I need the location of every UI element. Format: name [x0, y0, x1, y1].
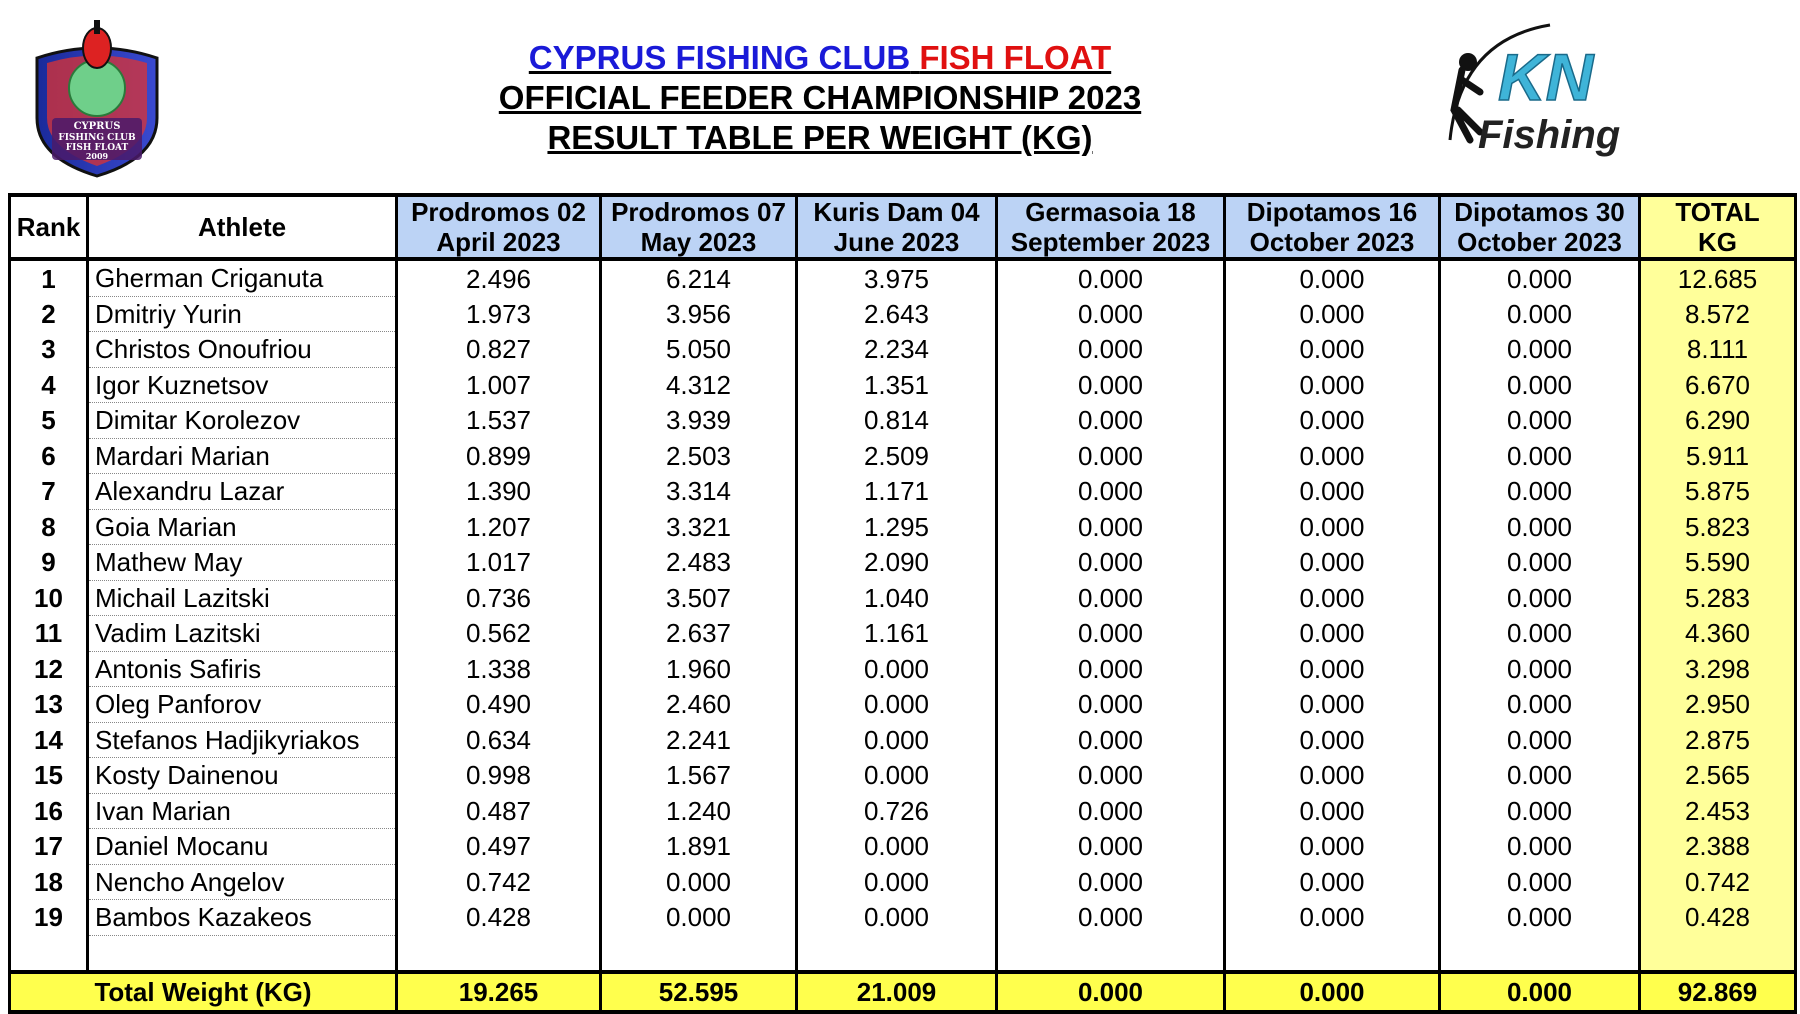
cell-w2: 2.460: [601, 687, 797, 723]
cell-total: 2.453: [1640, 793, 1796, 829]
table-row: [10, 474, 1796, 510]
cell-w1: [397, 935, 601, 972]
cell-w6: 0.000: [1440, 900, 1640, 936]
table-row: [10, 793, 1796, 829]
cell-total: 4.360: [1640, 616, 1796, 652]
cell-w6: 0.000: [1440, 722, 1640, 758]
table-row: [10, 935, 1796, 972]
cell-w4: 0.000: [997, 332, 1225, 368]
cell-w3: 0.000: [797, 829, 997, 865]
club-logo-text-3: FISH FLOAT: [65, 143, 129, 153]
cell-rank: 2: [10, 296, 88, 332]
total-weight-event-1: 19.265: [397, 972, 601, 1012]
table-row: [10, 332, 1796, 368]
cell-w4: 0.000: [997, 864, 1225, 900]
cell-athlete: Gherman Criganuta: [88, 259, 397, 296]
club-logo-text-1: CYPRUS: [73, 121, 121, 132]
col-header-event-3-l2: June 2023: [833, 227, 960, 257]
cell-total: 0.428: [1640, 900, 1796, 936]
cell-w2: 1.891: [601, 829, 797, 865]
cell-w2: 3.939: [601, 403, 797, 439]
cell-total: 6.290: [1640, 403, 1796, 439]
col-header-event-1-l2: April 2023: [436, 227, 561, 257]
cell-total: 6.670: [1640, 367, 1796, 403]
cell-w1: 0.497: [397, 829, 601, 865]
cell-rank: 19: [10, 900, 88, 936]
cell-w2: 2.483: [601, 545, 797, 581]
cell-w2: 6.214: [601, 259, 797, 296]
cell-w4: 0.000: [997, 367, 1225, 403]
cell-w2: 1.240: [601, 793, 797, 829]
col-header-event-1-l1: Prodromos 02: [411, 197, 586, 227]
cell-w5: 0.000: [1225, 651, 1440, 687]
cell-w3: 0.000: [797, 722, 997, 758]
table-row: [10, 367, 1796, 403]
cell-w1: 0.899: [397, 438, 601, 474]
cell-w2: 3.956: [601, 296, 797, 332]
cell-w6: 0.000: [1440, 296, 1640, 332]
cell-w2: 2.241: [601, 722, 797, 758]
table-row: [10, 616, 1796, 652]
cell-w5: 0.000: [1225, 722, 1440, 758]
cell-w1: 1.537: [397, 403, 601, 439]
cell-w6: 0.000: [1440, 616, 1640, 652]
cell-athlete: Christos Onoufriou: [88, 332, 397, 368]
cell-w1: 0.634: [397, 722, 601, 758]
table-row: [10, 864, 1796, 900]
fishing-logo-text: Fishing: [1478, 113, 1620, 157]
cell-rank: 5: [10, 403, 88, 439]
cell-w2: 0.000: [601, 864, 797, 900]
cell-w6: 0.000: [1440, 829, 1640, 865]
cell-athlete: Igor Kuznetsov: [88, 367, 397, 403]
cell-total: 8.572: [1640, 296, 1796, 332]
cell-w6: [1440, 935, 1640, 972]
cell-athlete: Kosty Dainenou: [88, 758, 397, 794]
table-row: [10, 438, 1796, 474]
cell-w3: 0.726: [797, 793, 997, 829]
club-logo-text-2: FISHING CLUB: [58, 133, 136, 143]
cell-w3: 1.040: [797, 580, 997, 616]
cell-w5: [1225, 935, 1440, 972]
cell-w3: 3.975: [797, 259, 997, 296]
total-weight-event-2: 52.595: [601, 972, 797, 1012]
cell-athlete: Bambos Kazakeos: [88, 900, 397, 936]
cell-w2: 2.503: [601, 438, 797, 474]
table-row: [10, 296, 1796, 332]
cell-w5: 0.000: [1225, 616, 1440, 652]
cell-w6: 0.000: [1440, 509, 1640, 545]
col-header-total: [1640, 195, 1796, 259]
cell-w4: 0.000: [997, 259, 1225, 296]
cell-w3: 1.161: [797, 616, 997, 652]
total-weight-event-3: 21.009: [797, 972, 997, 1012]
cell-w6: 0.000: [1440, 793, 1640, 829]
cell-total: 3.298: [1640, 651, 1796, 687]
cell-w4: 0.000: [997, 722, 1225, 758]
cell-w6: 0.000: [1440, 403, 1640, 439]
cell-rank: 9: [10, 545, 88, 581]
kn-fishing-logo: [1440, 20, 1620, 160]
cell-w3: 0.814: [797, 403, 997, 439]
cell-w1: 2.496: [397, 259, 601, 296]
cell-athlete: Michail Lazitski: [88, 580, 397, 616]
cell-w6: 0.000: [1440, 687, 1640, 723]
club-logo: [22, 18, 172, 178]
cell-athlete: Ivan Marian: [88, 793, 397, 829]
cell-w1: 1.017: [397, 545, 601, 581]
cell-w1: 0.736: [397, 580, 601, 616]
total-weight-event-5: 0.000: [1225, 972, 1440, 1012]
results-table: [8, 193, 1797, 1014]
cell-w5: 0.000: [1225, 403, 1440, 439]
cell-rank: [10, 935, 88, 972]
cell-athlete: Vadim Lazitski: [88, 616, 397, 652]
cell-athlete: Goia Marian: [88, 509, 397, 545]
table-body: [10, 259, 1796, 972]
cell-w4: 0.000: [997, 509, 1225, 545]
col-header-athlete-label: Athlete: [197, 212, 287, 242]
cell-w1: 1.207: [397, 509, 601, 545]
cell-athlete: Dmitriy Yurin: [88, 296, 397, 332]
cell-w5: 0.000: [1225, 332, 1440, 368]
cell-rank: 1: [10, 259, 88, 296]
club-name: CYPRUS FISHING CLUB: [528, 39, 911, 76]
col-header-athlete: [88, 195, 397, 259]
col-header-event-6-l2: October 2023: [1457, 227, 1622, 257]
table-row: [10, 545, 1796, 581]
cell-w2: 4.312: [601, 367, 797, 403]
cell-athlete: Oleg Panforov: [88, 687, 397, 723]
title-block: [430, 38, 1210, 158]
col-header-event-3: [797, 195, 997, 259]
cell-rank: 13: [10, 687, 88, 723]
cell-w2: 3.321: [601, 509, 797, 545]
col-header-event-5-l2: October 2023: [1249, 227, 1415, 257]
title-line-2: OFFICIAL FEEDER CHAMPIONSHIP 2023: [498, 79, 1142, 116]
cell-w6: 0.000: [1440, 438, 1640, 474]
cell-w4: 0.000: [997, 900, 1225, 936]
cell-w1: 0.562: [397, 616, 601, 652]
cell-w4: 0.000: [997, 616, 1225, 652]
cell-w3: [797, 935, 997, 972]
cell-w4: 0.000: [997, 758, 1225, 794]
cell-w1: 1.973: [397, 296, 601, 332]
cell-total: 2.950: [1640, 687, 1796, 723]
col-header-event-5: [1225, 195, 1440, 259]
total-weight-event-4: 0.000: [997, 972, 1225, 1012]
cell-w1: 0.998: [397, 758, 601, 794]
table-row: [10, 509, 1796, 545]
col-header-total-l1: TOTAL: [1675, 197, 1760, 227]
cell-athlete: Mardari Marian: [88, 438, 397, 474]
cell-rank: 6: [10, 438, 88, 474]
cell-total: 0.742: [1640, 864, 1796, 900]
cell-w4: 0.000: [997, 403, 1225, 439]
cell-total: 8.111: [1640, 332, 1796, 368]
cell-w5: 0.000: [1225, 296, 1440, 332]
cell-total: 5.823: [1640, 509, 1796, 545]
col-header-rank: [10, 195, 88, 259]
cell-w4: 0.000: [997, 580, 1225, 616]
club-logo-text-4: 2009: [85, 151, 109, 161]
col-header-event-2-l1: Prodromos 07: [611, 197, 786, 227]
cell-w5: 0.000: [1225, 864, 1440, 900]
cell-total: 2.875: [1640, 722, 1796, 758]
cell-w3: 1.295: [797, 509, 997, 545]
cell-w6: 0.000: [1440, 864, 1640, 900]
cell-w6: 0.000: [1440, 474, 1640, 510]
cell-w6: 0.000: [1440, 367, 1640, 403]
cell-w5: 0.000: [1225, 900, 1440, 936]
cell-w4: 0.000: [997, 829, 1225, 865]
table-row: [10, 259, 1796, 296]
total-weight-grand-total: 92.869: [1640, 972, 1796, 1012]
cell-w5: 0.000: [1225, 758, 1440, 794]
col-header-event-4-l2: September 2023: [1010, 227, 1211, 257]
cell-w5: 0.000: [1225, 367, 1440, 403]
cell-w2: 1.567: [601, 758, 797, 794]
total-weight-row: [10, 972, 1796, 1012]
cell-rank: 3: [10, 332, 88, 368]
cell-rank: 8: [10, 509, 88, 545]
cell-w2: 3.314: [601, 474, 797, 510]
cell-rank: 7: [10, 474, 88, 510]
cell-w3: 1.351: [797, 367, 997, 403]
cell-w3: 2.643: [797, 296, 997, 332]
col-header-rank-label: Rank: [16, 212, 81, 242]
table-row: [10, 722, 1796, 758]
cell-w5: 0.000: [1225, 259, 1440, 296]
cell-athlete: [88, 935, 397, 972]
cell-w5: 0.000: [1225, 829, 1440, 865]
total-weight-event-6: 0.000: [1440, 972, 1640, 1012]
cell-w5: 0.000: [1225, 687, 1440, 723]
table-row: [10, 829, 1796, 865]
cell-w6: 0.000: [1440, 545, 1640, 581]
cell-total: 5.875: [1640, 474, 1796, 510]
cell-w2: 0.000: [601, 900, 797, 936]
col-header-event-6: [1440, 195, 1640, 259]
cell-w4: 0.000: [997, 296, 1225, 332]
table-row: [10, 403, 1796, 439]
cell-w3: 2.509: [797, 438, 997, 474]
table-row: [10, 580, 1796, 616]
cell-w4: [997, 935, 1225, 972]
cell-w3: 0.000: [797, 651, 997, 687]
cell-w1: 1.390: [397, 474, 601, 510]
cell-rank: 12: [10, 651, 88, 687]
cell-total: 5.590: [1640, 545, 1796, 581]
cell-w1: 0.428: [397, 900, 601, 936]
col-header-event-4-l1: Germasoia 18: [1025, 197, 1196, 227]
club-subname: FISH FLOAT: [919, 39, 1112, 76]
cell-rank: 14: [10, 722, 88, 758]
cell-athlete: Dimitar Korolezov: [88, 403, 397, 439]
cell-rank: 10: [10, 580, 88, 616]
cell-w4: 0.000: [997, 438, 1225, 474]
cell-w3: 0.000: [797, 900, 997, 936]
kn-logo-text: KN: [1498, 40, 1594, 114]
cell-w2: 5.050: [601, 332, 797, 368]
cell-w2: 3.507: [601, 580, 797, 616]
col-header-event-2: [601, 195, 797, 259]
total-weight-label: Total Weight (KG): [10, 972, 397, 1012]
col-header-event-4: [997, 195, 1225, 259]
title-line-1: [430, 38, 1210, 78]
cell-rank: 16: [10, 793, 88, 829]
cell-rank: 4: [10, 367, 88, 403]
cell-w4: 0.000: [997, 793, 1225, 829]
cell-athlete: Stefanos Hadjikyriakos: [88, 722, 397, 758]
cell-total: 2.388: [1640, 829, 1796, 865]
cell-athlete: Alexandru Lazar: [88, 474, 397, 510]
cell-w5: 0.000: [1225, 580, 1440, 616]
cell-w3: 0.000: [797, 758, 997, 794]
cell-athlete: Antonis Safiris: [88, 651, 397, 687]
col-header-event-6-l1: Dipotamos 30: [1454, 197, 1625, 227]
cell-total: 5.911: [1640, 438, 1796, 474]
col-header-event-1: [397, 195, 601, 259]
cell-total: 5.283: [1640, 580, 1796, 616]
col-header-total-l2: KG: [1698, 227, 1737, 257]
cell-total: 12.685: [1640, 259, 1796, 296]
cell-rank: 17: [10, 829, 88, 865]
cell-w3: 0.000: [797, 687, 997, 723]
col-header-event-2-l2: May 2023: [640, 227, 757, 257]
cell-w5: 0.000: [1225, 438, 1440, 474]
cell-w6: 0.000: [1440, 259, 1640, 296]
cell-w5: 0.000: [1225, 793, 1440, 829]
cell-athlete: Mathew May: [88, 545, 397, 581]
cell-w4: 0.000: [997, 545, 1225, 581]
cell-w5: 0.000: [1225, 474, 1440, 510]
cell-w1: 0.827: [397, 332, 601, 368]
cell-w5: 0.000: [1225, 545, 1440, 581]
cell-w6: 0.000: [1440, 758, 1640, 794]
cell-rank: 11: [10, 616, 88, 652]
cell-w5: 0.000: [1225, 509, 1440, 545]
cell-w1: 1.338: [397, 651, 601, 687]
cell-w1: 0.490: [397, 687, 601, 723]
col-header-event-5-l1: Dipotamos 16: [1246, 197, 1418, 227]
table-row: [10, 900, 1796, 936]
cell-rank: 15: [10, 758, 88, 794]
cell-w4: 0.000: [997, 474, 1225, 510]
cell-w3: 1.171: [797, 474, 997, 510]
cell-w6: 0.000: [1440, 651, 1640, 687]
table-row: [10, 758, 1796, 794]
cell-w2: 1.960: [601, 651, 797, 687]
cell-athlete: Daniel Mocanu: [88, 829, 397, 865]
cell-w4: 0.000: [997, 687, 1225, 723]
cell-total: 2.565: [1640, 758, 1796, 794]
cell-w6: 0.000: [1440, 332, 1640, 368]
cell-w2: 2.637: [601, 616, 797, 652]
cell-w2: [601, 935, 797, 972]
table-row: [10, 687, 1796, 723]
cell-w1: 0.487: [397, 793, 601, 829]
cell-w1: 0.742: [397, 864, 601, 900]
cell-w4: 0.000: [997, 651, 1225, 687]
table-header-row: [10, 195, 1796, 259]
title-line-3: RESULT TABLE PER WEIGHT (KG): [547, 119, 1093, 156]
cell-rank: 18: [10, 864, 88, 900]
col-header-event-3-l1: Kuris Dam 04: [813, 197, 980, 227]
cell-w1: 1.007: [397, 367, 601, 403]
cell-w3: 2.234: [797, 332, 997, 368]
cell-athlete: Nencho Angelov: [88, 864, 397, 900]
cell-w6: 0.000: [1440, 580, 1640, 616]
cell-total: [1640, 935, 1796, 972]
cell-w3: 2.090: [797, 545, 997, 581]
table-row: [10, 651, 1796, 687]
cell-w3: 0.000: [797, 864, 997, 900]
